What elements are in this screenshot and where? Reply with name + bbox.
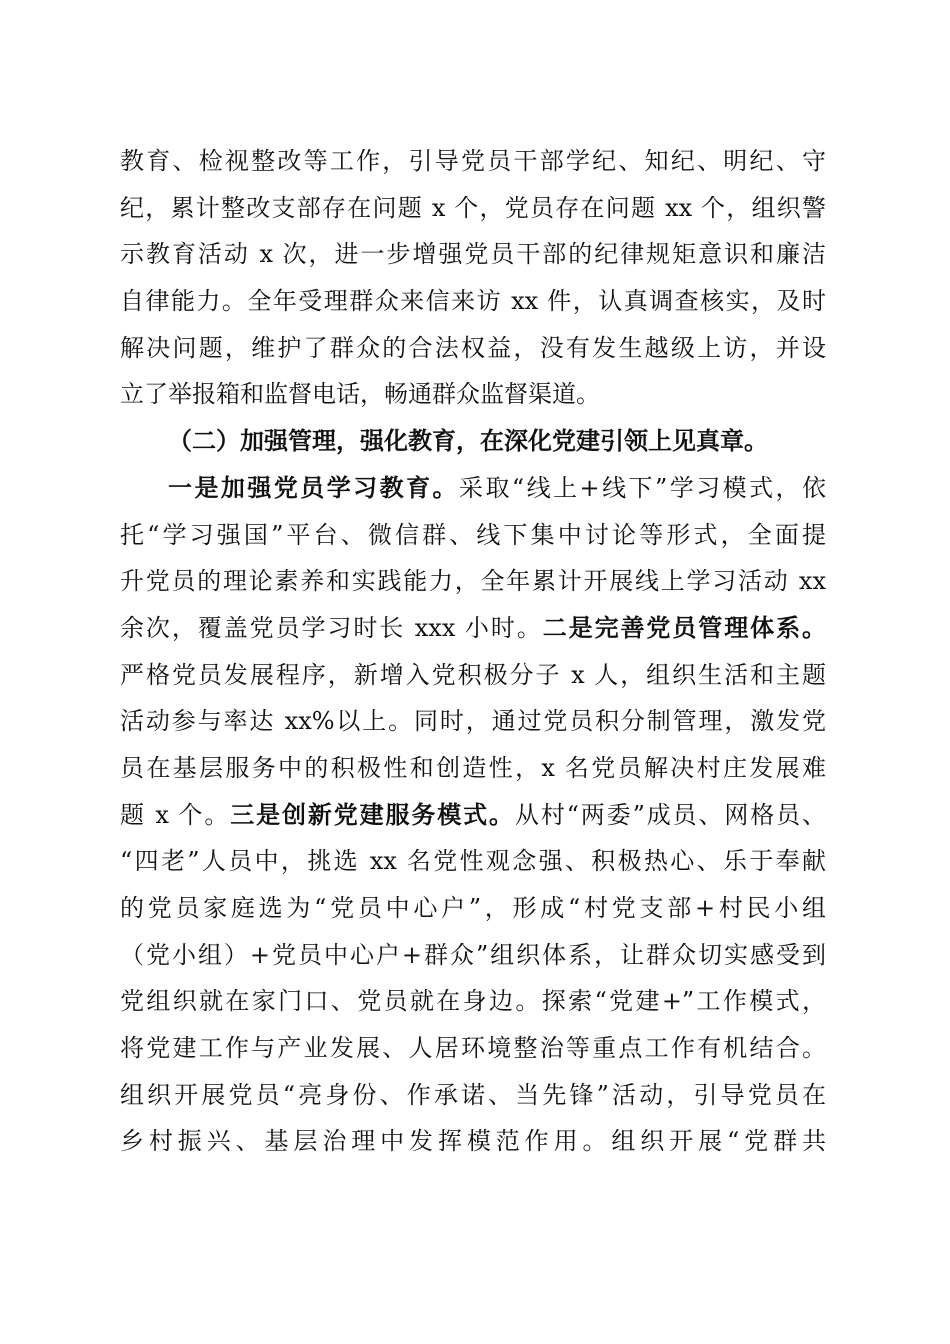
text-line — [120, 605, 826, 652]
text-line — [120, 465, 826, 512]
text-line: 党组织就在家门口、党员就在身边。探索“党建+”工作模式， — [120, 987, 826, 1016]
point-title: 三是创新党建服务模式。 — [230, 799, 515, 829]
text-line: 将党建工作与产业发展、人居环境整治等重点工作有机结合。 — [120, 1034, 826, 1063]
point-title: 一是加强党员学习教育。 — [168, 472, 459, 502]
text-line: （党小组）+党员中心户+群众”组织体系，让群众切实感受到 — [120, 940, 826, 969]
text-line: 活动参与率达 xx%以上。同时，通过党员积分制管理，激发党 — [120, 707, 826, 736]
text-line: 乡村振兴、基层治理中发挥模范作用。组织开展“党群共 — [120, 1127, 826, 1156]
text-line: 教育、检视整改等工作，引导党员干部学纪、知纪、明纪、守 — [120, 147, 826, 175]
text-line: 纪，累计整改支部存在问题 x 个，党员存在问题 xx 个，组织警 — [120, 193, 826, 222]
text-segment: 采取“线上+线下”学习模式，依 — [459, 473, 827, 502]
text-line: “四老”人员中，挑选 xx 名党性观念强、积极热心、乐于奉献 — [120, 847, 826, 876]
text-segment: 从村“两委”成员、网格员、 — [514, 800, 826, 829]
section-heading: （二）加强管理，强化教育，在深化党建引领上见真章。 — [168, 426, 768, 456]
text-line: 立了举报箱和监督电话，畅通群众监督渠道。 — [120, 380, 600, 409]
text-line: 组织开展党员“亮身份、作承诺、当先锋”活动，引导党员在 — [120, 1080, 826, 1109]
text-line: 解决问题，维护了群众的合法权益，没有发生越级上访，并设 — [120, 333, 826, 362]
text-segment: 余次，覆盖党员学习时长 xxx 小时。 — [120, 613, 543, 642]
text-line: 示教育活动 x 次，进一步增强党员干部的纪律规矩意识和廉洁 — [120, 240, 826, 269]
point-title: 二是完善党员管理体系。 — [542, 612, 826, 642]
text-line: 员在基层服务中的积极性和创造性，x 名党员解决村庄发展难 — [120, 753, 826, 782]
text-line: 严格党员发展程序，新增入党积极分子 x 人，组织生活和主题 — [120, 660, 826, 689]
text-line — [120, 792, 826, 839]
text-line: 的党员家庭选为“党员中心户”，形成“村党支部+村民小组 — [120, 894, 826, 922]
text-line: 自律能力。全年受理群众来信来访 xx 件，认真调查核实，及时 — [120, 287, 826, 316]
text-segment: 题 x 个。 — [120, 800, 231, 829]
body-text — [120, 138, 826, 1165]
text-line: 托“学习强国”平台、微信群、线下集中讨论等形式，全面提 — [120, 520, 826, 549]
text-line: 升党员的理论素养和实践能力，全年累计开展线上学习活动 xx — [120, 567, 826, 596]
